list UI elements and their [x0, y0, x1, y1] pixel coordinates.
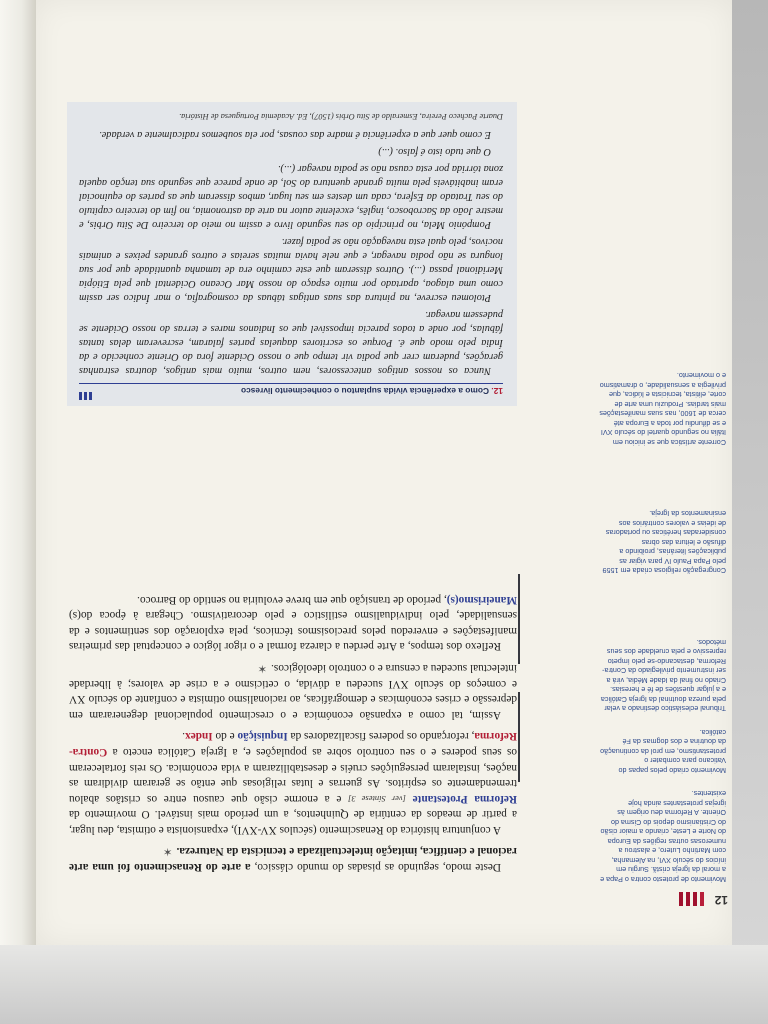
document-box: [67, 102, 517, 406]
document-source: Duarte Pacheco Pereira, Esmeraldo de Situ Orbis (1507), Ed. Academia Portuguesa de História.: [179, 112, 503, 121]
column-rule: [518, 692, 520, 782]
term-reforma-protestante: Reforma Protestante: [412, 792, 517, 805]
paragraph-3-text: Reflexo dos tempos, a Arte perdeu a clareza formal e o rigor lógico e conceptual das primeiras manifestações e enveredou pelos preciosismos técnicos, pela exploração dos sentimentos e da sensualidade, pelo individualismo estilístico e pelo decorativismo. Chegara à época do(s): [69, 609, 517, 653]
main-text: [69, 585, 517, 874]
glossary-note-index: Congregação religiosa criada em 1559 pelo Papa Paulo IV para vigiar as publicações literárias, proibindo a difusão e leitura das obras consideradas heréticas ou portadoras de ideias e valores contrários aos ensinamentos da Igreja.: [602, 509, 726, 576]
term-index: Index: [185, 730, 213, 743]
scanner-edge: [0, 945, 768, 1024]
glossary-note-maneirismo: Corrente artística que se iniciou em Itália no segundo quartel do século XVI e se difundiu por toda a Europa até cerca de 1600, nas suas manifestações mais tardias. Produziu uma arte de corte, elitista, tecnicista e lúdica, que privilegia a sensualidade, o dramatismo e o movimento.: [599, 371, 726, 447]
document-marker-icon: [79, 392, 92, 400]
paragraph-3-text: , período de transição que em breve evoluiria no sentido do Barroco.: [137, 593, 447, 606]
paragraph-1-text: e do: [212, 730, 238, 743]
document-paragraph: Pompónio Mela, no princípio do seu segundo livro e assim no meio do terceiro De Situ Orbis, e mestre João da Sacrobosco, inglês, excelente autor na arte da astronomia, no fim do terceiro capítulo do seu Tratado da Esfera, cada um destes em seu lugar, ambos disseram que as partes do equinocial eram inabitáveis pela muita grande quentura do Sol, de onde parece que segundo sua tenção aquela zona tórrida por esta causa não se podia navegar (...).: [79, 163, 503, 230]
paragraph-1-text: , reforçando os poderes fiscalizadores da: [287, 730, 475, 743]
paragraph-1-text: e a enorme cisão que causou entre os cristãos abalou tremendamente os espíritos. As guerras e lutas religiosas que então se geraram dividiram as nações, instalaram perseguições cruéis e desestabilizaram a vida económica. Os reis fortaleceram os seus poderes e o seu controlo sobre as populações e, a Igreja Católica enceto a: [68, 745, 517, 805]
paragraph-3: [69, 591, 517, 653]
glossary-note-reforma: Movimento de protesto contra o Papa e a moral da Igreja cristã. Surgiu em inícios do século XVI, na Alemanha, com Martinho Lutero, e alastrou a numerosas outras regiões da Europa do Norte e Leste, criando a maior cisão do Cristianismo depois do Cisma do Oriente. A Reforma deu origem às igrejas protestantes ainda hoje existentes.: [600, 789, 726, 884]
document-paragraph: Ptolomeu escreve, na pintura das suas antigas tábuas da cosmografia, o mar Índico ser assim como uma alagoa, apartado por muito espaço do nosso Mar Oceano Ocidental que pela Etiópia Meridional passa (...). Outros disseram que este caminho era de tamanha quantidade que por sua longura se não podia navegar, e que nele havia muitas sereias e outros grandes peixes e animais nocivos, pelo qual esta navegação não se podia fazer.: [79, 236, 503, 303]
column-rule: [518, 574, 520, 664]
see-synthesis-ref: [ver Síntese 3]: [348, 793, 406, 804]
intro-paragraph: [69, 843, 517, 874]
paragraph-1: [69, 728, 517, 837]
paragraph-2-text: Assim, tal como a expansão económica e o crescimento populacional degeneraram em depressão e crises económicas e demográficas, ao racionalismo otimista e confiante do século XV e começos do século XVI sucedeu a dúvida, o ceticismo e a crise de valores; à liberdade intelectual sucedeu a censura e o controlo ideológicos.: [69, 662, 517, 721]
document-title: Como a experiência vivida suplantou o conhecimento livresco: [240, 386, 490, 396]
asterisk-mark-icon: ✶: [163, 845, 173, 858]
document-quote: [79, 127, 503, 377]
paragraph-2: [69, 659, 517, 721]
document-paragraph: Nunca os nossos antigos antecessores, nem outros, muito mais antigos, doutras estranhas gerações, puderam crer que podia vir tempo que o nosso Ocidente fora do Oriente conhecido e da Índia pelo modo que é. Porque os escritores daquelas partes falaram, escreveram delas tantas fábulas, por onde a todos parecia impossível que os Indianos mares e terras do nosso Ocidente se pudessem navegar.: [79, 309, 503, 376]
term-maneirismo: Maneirismo(s): [446, 593, 517, 606]
intro-lead: Deste modo, seguindo as pisadas do mundo clássico,: [250, 861, 501, 873]
book-gutter: [0, 0, 36, 945]
page-number: 12: [714, 893, 728, 907]
term-contra-reforma: Contra-Reforma: [69, 730, 517, 758]
document-number: 12.: [491, 386, 503, 396]
document-paragraph: E como quer que a experiência é madre das cousas, por ela soubemos radicalmente a verdade.: [99, 129, 491, 140]
glossary-note-inquisicao: Tribunal eclesiástico destinado a velar pela pureza doutrinal da Igreja Católica e a julgar questões de fé e heresias. Criado no final da Idade Média, virá a ser instrumento privilegiado da Contra-Reforma, destacando-se pelo ímpeto repressivo e pela crueldade dos seus métodos.: [600, 638, 726, 714]
asterisk-mark-icon: ✶: [257, 662, 268, 675]
term-inquisicao: Inquisição: [237, 730, 288, 743]
page-number-bars-icon: [679, 892, 704, 906]
document-heading: [79, 383, 503, 396]
glossary-note-contra-reforma: Movimento criado pelos papas do Vaticano para combater o protestantismo, em prol da continuação da doutrina e dos dogmas da Fé católica.: [600, 728, 726, 775]
paragraph-1-text: .: [182, 730, 186, 743]
sidebar-glossary: [598, 357, 726, 884]
paragraph-1-text: A conjuntura histórica do Renascimento (séculos XV-XVI), expansionista e otimista, deu lugar, a partir de meados da centúria de Quinhentos, a um período mais instável. O movimento da: [69, 808, 517, 836]
document-paragraph: O que tudo isto é falso. (...): [378, 146, 491, 157]
intro-bold-statement: a arte do Renascimento foi uma arte racional e científica, imitação intelectualizada e tecnicista da Natureza.: [69, 845, 517, 873]
